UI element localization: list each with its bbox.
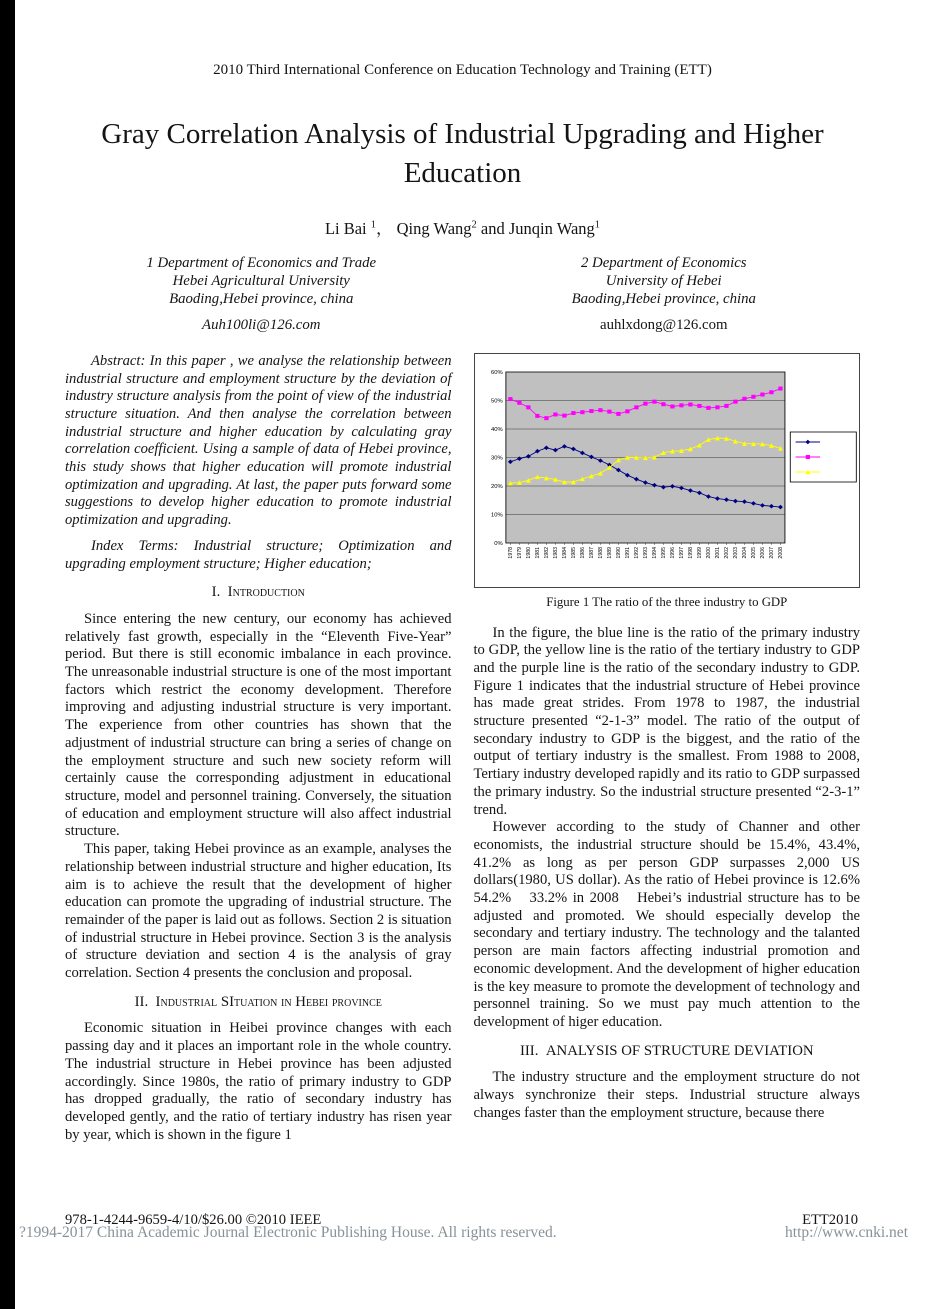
svg-text:2002: 2002 xyxy=(723,546,730,559)
left-column xyxy=(65,353,452,1145)
svg-text:2008: 2008 xyxy=(777,546,784,559)
svg-text:2004: 2004 xyxy=(741,546,748,559)
author-separator: ， xyxy=(376,219,397,238)
authors-line xyxy=(0,215,925,239)
affiliation-1-address: Baoding,Hebei province, china xyxy=(169,291,354,308)
author-2-superscript: 2 xyxy=(471,219,477,231)
section-1-paragraph-2: This paper, taking Hebei province as an example, analyses the relationship between industrial structure and higher education, Its aim is to achieve the result that the development of higher education can promote the upgrading of industrial structure. The remainder of the paper is laid out as follows. Section 2 is situation of industrial structure in Hebei province. Section 3 is the analysis of structure deviation and section 4 is the analysis of gray correlation. Section 4 presents the conclusion and proposal. xyxy=(65,841,452,982)
scan-black-edge xyxy=(0,0,15,1309)
svg-text:1991: 1991 xyxy=(624,546,631,559)
section-2-heading: II. Industrial SItuation in Hebei province xyxy=(134,993,382,1010)
svg-text:2005: 2005 xyxy=(750,546,757,559)
author-1: Li Bai xyxy=(324,219,371,238)
svg-text:1993: 1993 xyxy=(642,546,649,559)
affiliation-2-university: University of Hebei xyxy=(605,273,722,290)
svg-text:2003: 2003 xyxy=(732,546,739,559)
svg-text:10%: 10% xyxy=(490,512,503,519)
index-terms: Index Terms: Industrial structure; Optimization and upgrading employment structure; Higher education; xyxy=(65,537,452,572)
svg-text:2007: 2007 xyxy=(768,546,775,559)
svg-text:20%: 20% xyxy=(490,483,503,490)
copyright-notice: 978-1-4244-9659-4/10/$26.00 ©2010 IEEE xyxy=(65,1212,322,1228)
svg-text:60%: 60% xyxy=(490,369,503,376)
right-column xyxy=(473,353,875,1145)
figure-discussion-paragraph: In the figure, the blue line is the ratio of the primary industry to GDP, the yellow line is the ratio of the tertiary industry to GDP and the purple line is the ratio of the secondary industry to GDP. Figure 1 indicates that the industrial structure of Hebei province has made great strides. From 1978 to 1987, the industrial structure presented “2-1-3” model. The ratio of the output of secondary industry to GDP is the biggest, and the ratio of the output of tertiary industry is the smallest. From 1988 to 2008, Tertiary industry developed rapidly and its ratio to GDP surpassed the primary industry. So the industrial structure presented “2-3-1” trend. xyxy=(473,624,860,818)
email-1: Auh100li@126.com xyxy=(202,316,321,333)
svg-text:30%: 30% xyxy=(490,455,503,462)
affiliation-2-dept: 2 Department of Economics xyxy=(580,255,747,271)
figure1-line-chart xyxy=(475,354,860,587)
svg-text:1985: 1985 xyxy=(570,546,577,559)
svg-text:1999: 1999 xyxy=(696,546,703,559)
svg-text:2000: 2000 xyxy=(705,546,712,559)
author-2: Qing Wang xyxy=(396,219,472,238)
svg-text:1978: 1978 xyxy=(507,546,514,559)
affiliation-1-dept: 1 Department of Economics and Trade xyxy=(146,255,377,271)
svg-text:1995: 1995 xyxy=(660,546,667,559)
affiliation-2 xyxy=(463,254,866,334)
affiliation-2-address: Baoding,Hebei province, china xyxy=(571,291,756,308)
affiliations-row xyxy=(60,254,865,334)
svg-text:2001: 2001 xyxy=(714,546,721,559)
figure1-caption: Figure 1 The ratio of the three industry to GDP xyxy=(546,594,788,609)
email-2: auhlxdong@126.com xyxy=(600,316,728,333)
section-3-heading: III. ANALYSIS OF STRUCTURE DEVIATION xyxy=(519,1042,814,1059)
section-3-paragraph-1: The industry structure and the employment structure do not always synchronize their steps. Industrial structure always changes faster than the employment structure, because there xyxy=(473,1069,860,1121)
svg-text:1987: 1987 xyxy=(588,546,595,559)
svg-text:1989: 1989 xyxy=(606,546,613,559)
author-conjunction: and xyxy=(476,219,509,238)
cnki-watermark xyxy=(19,1224,908,1242)
author-3-superscript: 1 xyxy=(594,219,601,231)
body-columns xyxy=(65,352,875,1145)
svg-text:2006: 2006 xyxy=(759,546,766,559)
conference-header: 2010 Third International Conference on Education Technology and Training (ETT) xyxy=(213,62,712,78)
structure-analysis-paragraph: However according to the study of Channer and other economists, the industrial structure should be 15.4%, 43.4%, 41.2% as long as per person GDP surpasses 2,000 US dollars(1980, US dollar). As the ratio of Hebei province is 12.6% 54.2% 33.2% in 2008 Hebei’s industrial structure has to be adjusted and promoted. We should especially develop the secondary and tertiary industry. The technology and the talanted person are main factors affecting industrial promotion and economic development. And the development of higher education is the key measure to promote the development of technology and personnel training. So we must pay much attention to the development of higer education. xyxy=(473,819,875,1030)
svg-text:1990: 1990 xyxy=(615,546,622,559)
svg-text:1994: 1994 xyxy=(651,546,658,559)
svg-text:1992: 1992 xyxy=(633,546,640,559)
conference-tag: ETT2010 xyxy=(802,1212,858,1228)
svg-text:1983: 1983 xyxy=(552,546,559,559)
svg-text:1984: 1984 xyxy=(561,546,568,559)
svg-text:1981: 1981 xyxy=(534,546,541,559)
affiliation-1-university: Hebei Agricultural University xyxy=(172,273,350,290)
svg-text:1986: 1986 xyxy=(579,546,586,559)
svg-text:1980: 1980 xyxy=(525,546,532,559)
svg-text:1997: 1997 xyxy=(678,546,685,559)
author-1-superscript: 1 xyxy=(370,219,377,231)
svg-text:40%: 40% xyxy=(490,426,503,433)
svg-text:1982: 1982 xyxy=(543,546,550,559)
abstract: Abstract: In this paper , we analyse the relationship between industrial structure and employment structure by the deviation of industry structure analysis from the point of view of the industrial structure situation. And then analyse the correlation between industrial structure and higher education by calculating gray correlation coefficient. Using a sample of data of Hebei province, this study shows that higher education will promote industrial optimization and upgrading. At last, the paper puts forward some suggestions to develop higher education to promote industrial optimization and upgrading. xyxy=(65,352,452,529)
figure1-frame xyxy=(474,353,861,588)
section-1-paragraph-1: Since entering the new century, our economy has achieved relatively fast growth, especially in the “Eleventh Five-Year” period. But there is still economic imbalance in each province. The unreasonable industrial structure is one of the most important factors which restrict the economy development. Therefore improving and adjusting industrial structure is very important. The experience from other countries has shown that the adjustment of industrial structure can bring a series of change on the employment structure and such new society reform will certainly cause the corresponding adjustment in educational structure, model and personnel training. Conversely, the situation of education and employment structure will also affect industrial structure. xyxy=(65,610,452,840)
svg-text:50%: 50% xyxy=(490,398,503,405)
svg-text:1988: 1988 xyxy=(597,546,604,559)
affiliation-1 xyxy=(60,254,463,334)
svg-text:1998: 1998 xyxy=(687,546,694,559)
svg-text:1996: 1996 xyxy=(669,546,676,559)
watermark-text: ?1994-2017 China Academic Journal Electronic Publishing House. All rights reserved. xyxy=(19,1224,557,1241)
paper-title: Gray Correlation Analysis of Industrial Upgrading and Higher Education xyxy=(101,118,824,189)
svg-text:0%: 0% xyxy=(493,540,503,547)
section-2-paragraph-1: Economic situation in Heibei province changes with each passing day and it places an important role in the whole country. The industrial structure in Hebei province has been adjusted accordingly. Since 1980s, the ratio of primary industry to GDP has dropped gradually, the ratio of secondary industry has developed gently, and the ratio of tertiary industry has risen year by year, which is shown in the figure 1 xyxy=(65,1020,452,1143)
section-1-heading: I. Introduction xyxy=(211,584,305,601)
svg-text:1979: 1979 xyxy=(516,546,523,559)
watermark-url: http://www.cnki.net xyxy=(785,1224,908,1241)
author-3: Junqin Wang xyxy=(508,219,595,238)
